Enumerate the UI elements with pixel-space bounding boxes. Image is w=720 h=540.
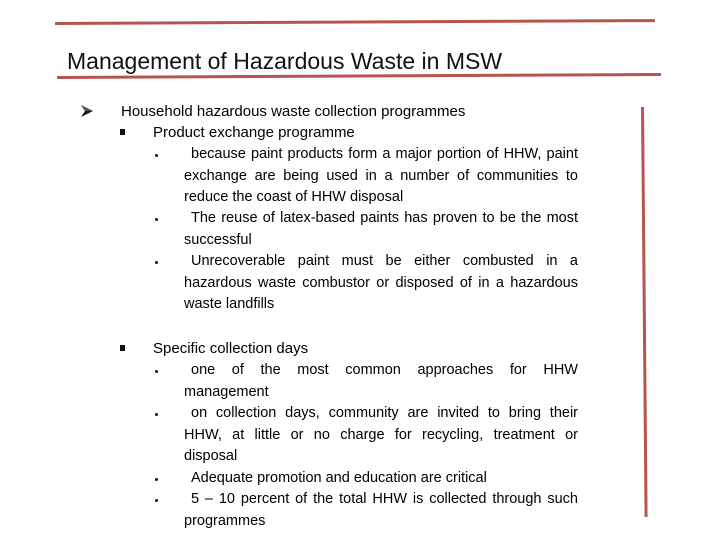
list-item [155, 403, 578, 468]
slide-title: Management of Hazardous Waste in MSW [67, 48, 503, 74]
square-bullet-icon [120, 129, 125, 135]
list-item-text: because paint products form a major portion of HHW, paint exchange are being used in a number of communities to reduce the coast of HHW disposal [184, 146, 578, 205]
dot-bullet-icon [155, 261, 158, 264]
list-item [155, 468, 578, 490]
list-item [155, 489, 578, 532]
list-item [155, 208, 578, 251]
bullet-level1-text: Household hazardous waste collection programmes [121, 103, 466, 120]
dot-bullet-icon [155, 154, 158, 157]
dot-bullet-icon [155, 499, 158, 502]
list-item [155, 360, 578, 403]
list-item-text: 5 – 10 percent of the total HHW is collected through such programmes [184, 491, 578, 529]
dot-bullet-icon [155, 370, 158, 373]
section-heading-text: Specific collection days [153, 340, 309, 357]
list-item-text: on collection days, community are invited to bring their HHW, at little or no charge for recycling, treatment or disposal [184, 405, 578, 464]
right-vertical-rule [641, 107, 648, 517]
list-item-text: Adequate promotion and education are critical [191, 470, 487, 486]
list-item-text: one of the most common approaches for HHW management [184, 362, 578, 400]
list-item-text: The reuse of latex-based paints has proven to be the most successful [184, 210, 578, 248]
dot-bullet-icon [155, 478, 158, 481]
dot-bullet-icon [155, 218, 158, 221]
list-item [155, 144, 578, 209]
title-top-rule [55, 19, 655, 25]
square-bullet-icon [120, 345, 125, 351]
arrow-bullet-icon [80, 101, 94, 121]
dot-bullet-icon [155, 413, 158, 416]
section-heading-text: Product exchange programme [153, 124, 355, 141]
list-item [155, 251, 578, 316]
list-item-text: Unrecoverable paint must be either combusted in a hazardous waste combustor or disposed of in a hazardous waste landfills [184, 253, 578, 312]
